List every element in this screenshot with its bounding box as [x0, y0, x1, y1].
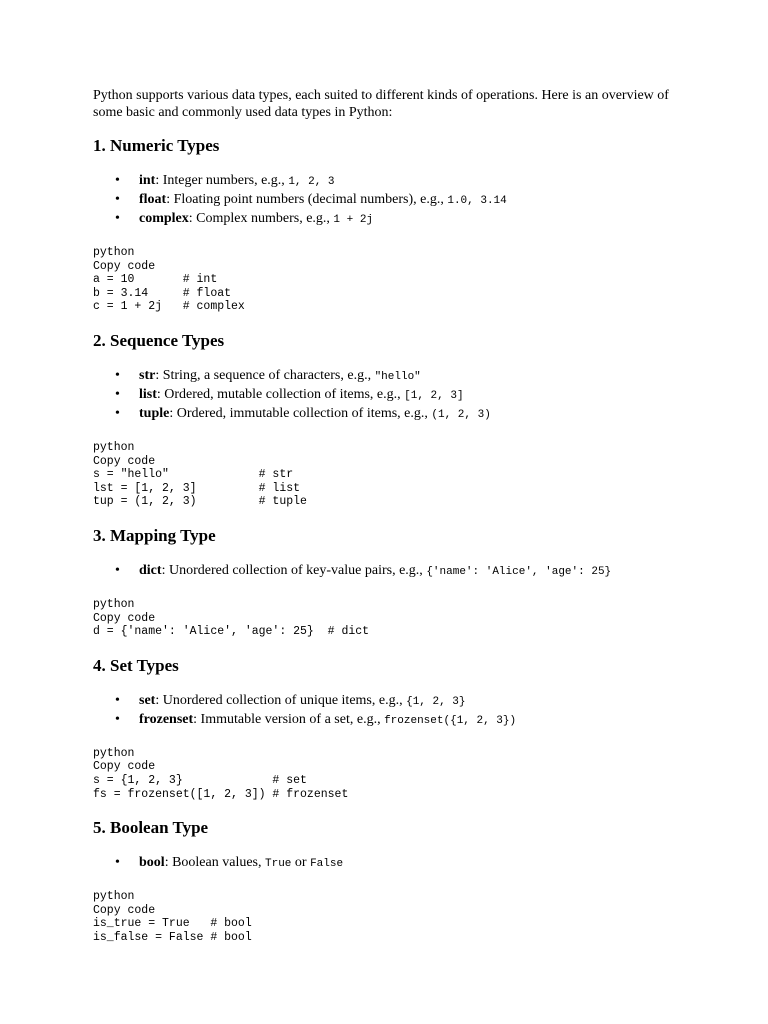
- code-block: [93, 890, 693, 944]
- term-label: set: [139, 692, 156, 708]
- intro-paragraph: Python supports various data types, each suited to different kinds of operations. Here is an overview of some basic and commonly used data types in Python:: [93, 88, 669, 120]
- code-line: tup = (1, 2, 3) # tuple: [93, 495, 307, 509]
- list-item: [115, 711, 693, 730]
- term-description: : Boolean values,: [164, 855, 265, 871]
- list-item: [115, 405, 693, 424]
- section-title: 4. Set Types: [93, 655, 179, 675]
- copy-code-label[interactable]: Copy code: [93, 454, 156, 468]
- code-line: is_true = True # bool: [93, 917, 252, 931]
- copy-code-label[interactable]: Copy code: [93, 611, 156, 625]
- bullet-icon: •: [115, 367, 120, 383]
- inline-code: False: [310, 858, 344, 871]
- inline-code: 1.0, 3.14: [447, 195, 507, 207]
- inline-code: True: [265, 858, 292, 871]
- document-page: [93, 87, 693, 961]
- bullet-list: [93, 562, 693, 581]
- bullet-icon: •: [115, 692, 120, 708]
- term-label: str: [139, 367, 156, 383]
- term-label: int: [139, 173, 156, 188]
- term-label: dict: [139, 562, 162, 578]
- bullet-icon: •: [115, 192, 120, 207]
- code-line: c = 1 + 2j # complex: [93, 300, 245, 314]
- bullet-icon: •: [115, 855, 120, 871]
- list-item: [115, 562, 693, 581]
- code-line: d = {'name': 'Alice', 'age': 25} # dict: [93, 625, 370, 639]
- list-item: [115, 210, 693, 229]
- copy-code-label[interactable]: Copy code: [93, 903, 156, 917]
- section-title: 5. Boolean Type: [93, 818, 209, 838]
- code-language-label: python: [93, 746, 135, 760]
- bullet-list: [93, 854, 693, 873]
- bullet-icon: •: [115, 711, 120, 727]
- list-item: [115, 172, 693, 191]
- term-label: frozenset: [139, 711, 194, 727]
- code-language-label: python: [93, 890, 135, 904]
- code-block: [93, 747, 693, 801]
- code-line: s = {1, 2, 3} # set: [93, 773, 307, 787]
- inline-code: {1, 2, 3}: [406, 695, 466, 708]
- term-description: : Unordered collection of unique items, e.g.,: [155, 692, 407, 708]
- inline-code: {'name': 'Alice', 'age': 25}: [426, 565, 612, 578]
- term-label: tuple: [139, 405, 170, 421]
- code-block: [93, 246, 693, 314]
- term-description: : String, a sequence of characters, e.g.,: [155, 367, 375, 383]
- code-language-label: python: [93, 246, 135, 259]
- copy-code-label[interactable]: Copy code: [93, 760, 156, 774]
- code-line: lst = [1, 2, 3] # list: [93, 481, 301, 495]
- section-title: 3. Mapping Type: [93, 525, 216, 545]
- inline-code: 1 + 2j: [333, 214, 374, 226]
- bullet-list: [93, 692, 693, 730]
- code-line: a = 10 # int: [93, 273, 218, 287]
- list-item: [115, 854, 693, 873]
- bullet-icon: •: [115, 211, 120, 226]
- code-line: s = "hello" # str: [93, 468, 294, 482]
- code-language-label: python: [93, 440, 135, 454]
- bullet-icon: •: [115, 173, 120, 188]
- code-block: [93, 598, 693, 639]
- term-label: bool: [139, 855, 165, 871]
- inline-code: frozenset({1, 2, 3}): [384, 714, 517, 727]
- bullet-icon: •: [115, 405, 120, 421]
- code-language-label: python: [93, 597, 135, 611]
- list-item: [115, 386, 693, 405]
- section-title: 1. Numeric Types: [93, 136, 220, 155]
- term-description: : Unordered collection of key-value pairs, e.g.,: [161, 562, 427, 578]
- term-label: list: [139, 386, 157, 402]
- section-title: 2. Sequence Types: [93, 330, 225, 350]
- term-description: : Ordered, immutable collection of items, e.g.,: [169, 405, 432, 421]
- inline-code: [1, 2, 3]: [404, 389, 464, 402]
- inline-text: or: [291, 855, 311, 871]
- term-label: complex: [139, 211, 189, 226]
- bullet-icon: •: [115, 562, 120, 578]
- term-description: : Floating point numbers (decimal numbers), e.g.,: [166, 192, 448, 207]
- term-description: : Integer numbers, e.g.,: [155, 173, 289, 188]
- bullet-list: [93, 172, 693, 229]
- inline-code: (1, 2, 3): [431, 408, 491, 421]
- sections-container: [93, 136, 693, 944]
- term-description: : Immutable version of a set, e.g.,: [193, 711, 385, 727]
- list-item: [115, 191, 693, 210]
- code-block: [93, 441, 693, 509]
- copy-code-label[interactable]: Copy code: [93, 259, 156, 273]
- bullet-icon: •: [115, 386, 120, 402]
- inline-code: 1, 2, 3: [288, 176, 335, 188]
- list-item: [115, 692, 693, 711]
- list-item: [115, 367, 693, 386]
- bullet-list: [93, 367, 693, 424]
- term-label: float: [139, 192, 167, 207]
- code-line: is_false = False # bool: [93, 930, 252, 944]
- code-line: fs = frozenset([1, 2, 3]) # frozenset: [93, 787, 349, 801]
- code-line: b = 3.14 # float: [93, 286, 232, 300]
- term-description: : Ordered, mutable collection of items, e.g.,: [156, 386, 405, 402]
- term-description: : Complex numbers, e.g.,: [188, 211, 334, 226]
- inline-code: "hello": [374, 370, 421, 383]
